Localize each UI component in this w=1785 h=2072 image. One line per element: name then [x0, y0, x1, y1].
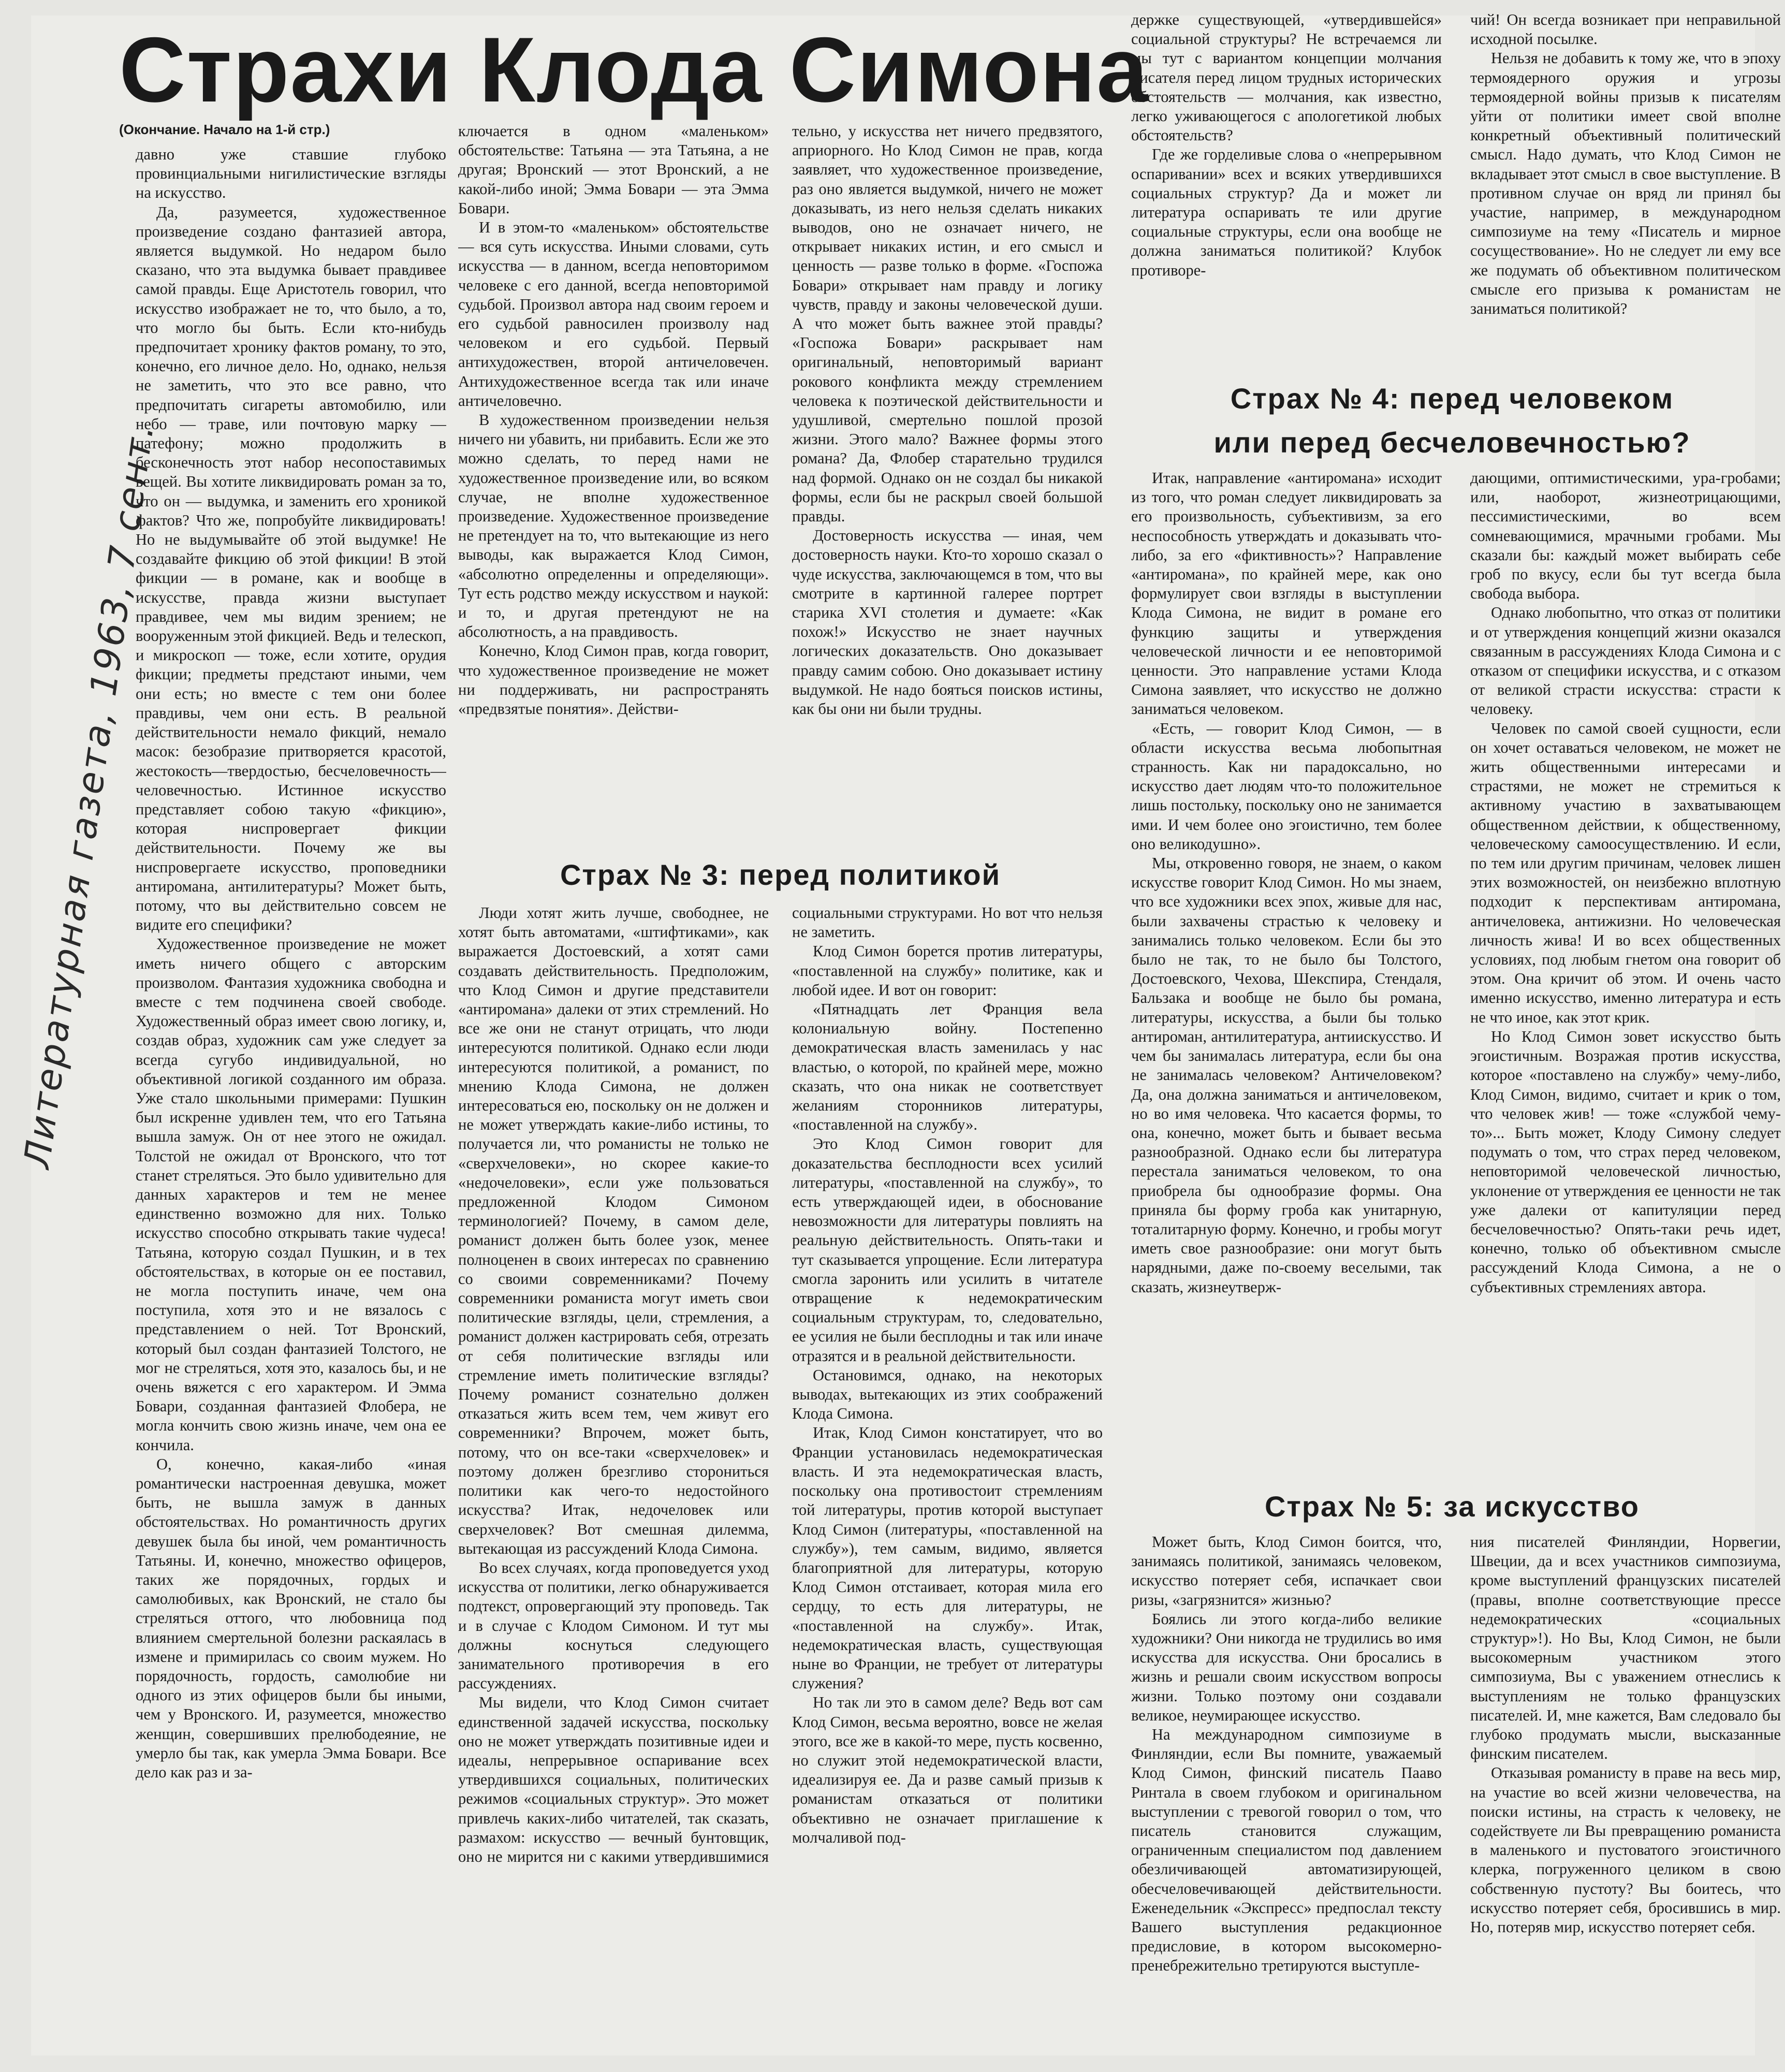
paragraph: Художественное произведение не может иметь ничего общего с авторским произволом. Фантазия художника свободна и вместе с тем подчинена своей свободе. Художественный образ имеет свою логику, и, создав образ, художник сам уже следует за всегда сугубо индивидуальной, но объективной логикой созданного им образа. Уже стало школьными примерами: Пушкин был искренне удивлен тем, что его Татьяна вышла замуж. Он от нее этого не ожидал. Толстой не ожидал от Вронского, что тот станет стреляться. Это было удивительно для данных характеров и тем не менее единственно возможно для них. Только искусство способно открывать такие чудеса! Татьяна, которую создал Пушкин, и в тех обстоятельствах, в которые он ее поставил, не могла поступить иначе, чем она поступила, хотя это и не вязалось с представлением о ней. Тот Вронский, который был создан фантазией Толстого, не мог не стреляться, хотя это, казалось бы, и не очень вяжется с его характером. И Эмма Бовари, созданная фантазией Флобера, не могла кончить свою жизнь иначе, чем она ее кончила.: [136, 935, 446, 1454]
paragraph: Это Клод Симон говорит для доказательства бесплодности всех усилий литературы, «поставленной на службу», то есть утверждающей идеи, в обоснование невозможности для литературы повлиять на реальную действительность. Опять-таки и тут сказывается упрощение. Если литература смогла заронить или усилить в читателе отвращение к недемократическим социальным структурам, то, следовательно, ее усилия не были бесплодны и так или иначе отразятся и в реальной действительности.: [792, 1135, 1103, 1365]
heading-fear-3: Страх № 3: перед политикой: [560, 858, 1001, 891]
paragraph: И в этом-то «маленьком» обстоятельстве — вся суть искусства. Иными словами, суть искусства — в данном, всегда неповторимом человеке с его данной, всегда неповторимой судьбой. Произвол автора над своим героем и его судьбой равносилен произволу над человеком и его судьбой. Первый антихудожествен, второй античеловечен. Антихудожественное всегда так или иначе античеловечно.: [458, 218, 769, 410]
article-subtitle: (Окончание. Начало на 1-й стр.): [119, 122, 330, 137]
paragraph: Во всех случаях, когда проповедуется уход искусства от политики, легко обнаруживается подтекст, опровергающий эту проповедь. Так и в случае с Клодом Симоном. И тут мы должны коснуться следующего занимательного противоречия в его рассуждениях.: [458, 1558, 769, 1692]
column-4-bottom: [1131, 1533, 1442, 2050]
paragraph: Однако любопытно, что отказ от политики и от утверждения концепций жизни оказался связанным в рассуждениях Клода Симона и с отказом от специфики искусства, и с отказом от великой страсти искусства: страсти к человеку.: [1470, 604, 1781, 718]
paragraph: Остановимся, однако, на некоторых выводах, вытекающих из этих соображений Клода Симона.: [792, 1366, 1103, 1423]
paragraph: Боялись ли этого когда-либо великие художники? Они никогда не трудились во имя искусства для искусства. Они бросались в жизнь и решали своим искусством вопросы жизни. Только поэтому они создавали великое, неумирающее искусство.: [1131, 1610, 1442, 1724]
paragraph: Да, разумеется, художественное произведение создано фантазией автора, является выдумкой. Но недаром было сказано, что эта выдумка бывает правдивее самой правды. Еще Аристотель говорил, что искусство изображает не то, что было, а то, что могло бы быть. Если кто-нибудь предпочитает хронику фактов роману, то это, конечно, его личное дело. Но, однако, нельзя не заметить, что это все равно, что предпочитать сигареты автомобилю, или небо — траве, или почтовую марку — патефону; можно продолжить в бесконечность этот набор несопоставимых вещей. Вы хотите ликвидировать роман за то, что он — выдумка, и заменить его хроникой фактов? Что же, попробуйте ликвидировать! Но не выдумывайте об этой выдумке! Не создавайте фикцию об этой фикции! В этой фикции — в романе, как и вообще в искусстве, правда жизни выступает правдивее, чем мы видим зрением; не вооруженным этой фикцией. Ведь и телескоп, и микроскоп — тоже, если хотите, орудия фикции; предметы предстают иными, чем они есть; но вместе с тем они более правдивы, чем они есть. В реальной действительности немало фикций, немало масок: безобразие притворяется красотой, жестокость—твердостью, бесчеловечность—человечностью. Истинное искусство представляет собою такую «фикцию», которая ниспровергает фикции действительности. Почему же вы ниспровергаете искусство, проповедники антиромана, антилитературы? Может быть, потому, что вы действительно совсем не видите его специфики?: [136, 203, 446, 934]
heading-fear-4-line-1: Страх № 4: перед человеком: [1230, 382, 1674, 415]
paragraph: Итак, направление «антиромана» исходит из того, что роман следует ликвидировать за его произвольность, субъективизм, за его неспособность утверждать и доказывать что-либо, за его «фиктивность»? Направление «антиромана», по крайней мере, как оно формулирует свои взгляды в выступлении Клода Симона, не видит в романе его функцию защиты и утверждения человеческой личности и ее неповторимой ценности. Это направление устами Клода Симона заявляет, что искусство не должно заниматься человеком.: [1131, 469, 1442, 718]
heading-fear-5: Страх № 5: за искусство: [1264, 1490, 1640, 1523]
column-4-top: [1131, 10, 1442, 368]
paragraph: Отказывая романисту в праве на весь мир, на участие во всей жизни человечества, на поиски истины, на страсть к человеку, не содействуете ли Вы превращению романиста в маленького и пустоватого эгоистичного клерка, погруженного целиком в свою собственную пустоту? Вы боитесь, что искусство потеряет себя, бросившись в мир. Но, потеряв мир, искусство потеряет себя.: [1470, 1764, 1781, 1936]
paragraph: чий! Он всегда возникает при неправильной исходной посылке.: [1470, 11, 1781, 48]
paragraph: Клод Симон борется против литературы, «поставленной на службу» политике, как и любой идее. И вот он говорит:: [792, 942, 1103, 999]
paragraph: О, конечно, какая-либо «иная романтически настроенная девушка, может быть, не вышла замуж в данных обстоятельствах. Но романтичность других девушек была бы иной, чем романтичность Татьяны. И, конечно, множество офицеров, таких же порядочных, гордых и самолюбивых, как Вронский, не стало бы стреляться оттого, что любовница под влиянием смертельной болезни раскаялась в измене и примирилась со своим мужем. Но порядочность, гордость, самолюбие ни одного из этих офицеров были бы иными, чем у Вронского. И, разумеется, множество женщин, совершивших прелюбодеяние, не умерло бы так, как умерла Эмма Бовари. Все дело как раз и за-: [136, 1455, 446, 1782]
paragraph: Но Клод Симон зовет искусство быть эгоистичным. Возражая против искусства, которое «поставлено на службу» чему-либо, Клод Симон, видимо, считает и крик о том, что человек жив! — тоже «службой чему-то»... Быть может, Клоду Симону следует подумать о том, что страх перед человеком, неповторимой человеческой личностью, уклонение от утверждения ее ценности не так уже далеки от капитуляции перед бесчеловечностью? Опять-таки речь идет, конечно, только об объективном смысле рассуждений Клода Симона, а не о субъективных стремлениях автора.: [1470, 1027, 1781, 1296]
paragraph: Человек по самой своей сущности, если он хочет оставаться человеком, не может не жить общественными интересами и страстями, не может не стремиться к активному участию в захватывающем общественном действии, к общественному, человеческому самоосуществлению. И если, по тем или другим причинам, человек лишен этих возможностей, он неизбежно вплотную подходит к перспективам антиромана, античеловека, антижизни. Но человеческая личность жива! И во всех общественных условиях, под любым гнетом она говорит об этом. Она кричит об этом. И очень часто именно искусство, именно литература и есть не что иное, как этот крик.: [1470, 719, 1781, 1026]
paragraph: держке существующей, «утвердившейся» социальной структуры? Не встречаемся ли мы тут с вариантом концепции молчания писателя перед лицом трудных исторических обстоятельств — молчания, как известно, легко уживающегося с апологетикой любых обстоятельств?: [1131, 11, 1442, 144]
column-2-3-bottom: [458, 903, 1103, 2050]
paragraph: На международном симпозиуме в Финляндии, если Вы помните, уважаемый Клод Симон, финский писатель Пааво Ринтала в своем глубоком и оригинальном выступлении с тревогой говорил о том, что писатель становится служащим, ограниченным специалистом под давлением обезличивающей автоматизирующей, обесчеловечивающей действительности. Еженедельник «Экспресс» предпослал тексту Вашего выступления редакционное предисловие, в котором высокомерно-пренебрежительно третируются выступле-: [1131, 1726, 1442, 1975]
column-1: [136, 145, 446, 2050]
column-2-top: [458, 122, 769, 844]
paragraph: тельно, у искусства нет ничего предвзятого, априорного. Но Клод Симон не прав, когда заявляет, что художественное произведение, раз оно является выдумкой, ничего не может доказывать, из него нельзя сделать никаких выводов, оно не означает ничего, не открывает никаких истин, и его смысл и ценность — разве только в форме. «Госпожа Бовари» открывает нам правду и логику чувств, правду и законы человеческой души. А что может быть важнее этой правды? «Госпожа Бовари» раскрывает нам оригинальный, неповторимый вариант рокового конфликта между стремлением человека к поэтической действительности и удушливой, смертельно пошлой прозой жизни. Этого мало? Важнее формы этого романа? Да, Флобер старательно трудился над формой. Однако он не создал бы никакой формы, если бы не раскрыл своей большой правды.: [792, 122, 1103, 526]
paragraph: Может быть, Клод Симон боится, что, занимаясь политикой, занимаясь человеком, искусство потеряет себя, испачкает свои ризы, «загрязнится» жизнью?: [1131, 1533, 1442, 1609]
paragraph: Конечно, Клод Симон прав, когда говорит, что художественное произведение не может ни поддерживать, ни распространять «предвзятые понятия». Действи-: [458, 642, 769, 718]
article-title: Страхи Клода Симона: [119, 18, 1149, 121]
paragraph: Где же горделивые слова о «непрерывном оспаривании» всех и всяких утвердившихся социальных структур? Да и может ли литература оспаривать те или другие социальные структуры, если она вообще не должна заниматься политикой? Клубок противоре-: [1131, 145, 1442, 279]
paragraph: Нельзя не добавить к тому же, что в эпоху термоядерного оружия и угрозы термоядерной войны призыв к писателям уйти от политики имеет свой вполне конкретный объективный политический смысл. Надо думать, что Клод Симон не вкладывает этот смысл в свое выступление. В противном случае он вряд ли принял бы участие, например, в международном симпозиуме на тему «Писатель и мирное сосуществование». Но не следует ли ему все же подумать об объективном политическом смысле его призыва к романистам не заниматься политикой?: [1470, 49, 1781, 318]
heading-fear-4-line-2: или перед бесчеловечностью?: [1213, 426, 1691, 459]
column-5-top: [1470, 10, 1781, 368]
paragraph: дающими, оптимистическими, ура-гробами; или, наоборот, жизнеотрицающими, пессимистическими, во всем сомневающимися, мрачными гробами. Мы сказали бы: каждый может выбирать себе гроб по вкусу, если бы тут всегда была свобода выбора.: [1470, 469, 1781, 603]
handwritten-margin-note: Литературная газета, 1963, 7 сент.: [16, 420, 163, 1171]
paragraph: Но так ли это в самом деле? Ведь вот сам Клод Симон, весьма вероятно, вовсе не желая этого, все же в какой-то мере, пусть косвенно, но служит этой недемократической власти, идеализируя ее. Да и разве самый призыв к романистам отказаться от политики объективно не означает приглашение к молчаливой под-: [792, 1694, 1103, 1846]
paragraph: ния писателей Финляндии, Норвегии, Швеции, да и всех участников симпозиума, кроме выступлений французских писателей (правы, вполне соответствующие прессе недемократических «социальных структур»!). Но Вы, Клод Симон, не были высокомерным участником этого симпозиума, Вы с уважением отнеслись к выступлениям не только французских писателей. И, мне кажется, Вам следовало бы глубоко продумать мысли, высказанные финским писателем.: [1470, 1533, 1781, 1763]
paragraph: «Есть, — говорит Клод Симон, — в области искусства весьма любопытная странность. Как ни парадоксально, но искусство дает людям что-то положительное лишь постольку, поскольку оно не занимается ими. И чем более оно эгоистично, тем более оно великодушно».: [1131, 719, 1442, 853]
column-3-top: [792, 122, 1103, 844]
paragraph: давно уже ставшие глубоко провинциальными нигилистические взгляды на искусство.: [136, 145, 446, 202]
paragraph: Достоверность искусства — иная, чем достоверность науки. Кто-то хорошо сказал о чуде искусства, заключающемся в том, что вы смотрите в картинной галерее портрет старика XVI столетия и думаете: «Как похож!» Искусство не знает научных логических доказательств. Оно доказывает правду самим собою. Оно доказывает истину выдумкой. Не надо бояться поисков истины, как бы они ни были трудны.: [792, 527, 1103, 718]
paragraph: В художественном произведении нельзя ничего ни убавить, ни прибавить. Если же это можно сделать, то перед нами не художественное произведение или, во всяком случае, не вполне художественное произведение. Художественное произведение не претендует на то, что вытекающие из него выводы, как выражается Клод Симон, «абсолютно определенны и определяющи». Тут есть родство между искусством и наукой: и то, и другая претендуют не на абсолютность, а на правдивость.: [458, 411, 769, 641]
column-4-middle: [1131, 469, 1442, 1478]
paragraph: ключается в одном «маленьком» обстоятельстве: Татьяна — эта Татьяна, а не другая; Вронский — этот Вронский, а не какой-либо иной; Эмма Бовари — эта Эмма Бовари.: [458, 122, 769, 217]
column-5-middle: [1470, 469, 1781, 1478]
paragraph: Мы видели, что Клод Симон считает единственной задачей искусства, поскольку оно не может утверждать позитивные идеи и идеалы, непрерывное оспаривание всех утвердившихся социальных, политических режимов «социальных структур». Это может привлечь каких-либо читателей, так сказать, размахом: искусство — вечный бунтовщик, оно не мирится ни с какими утвердившимися социальными структурами. Но вот что нельзя не заметить.: [458, 904, 1103, 1865]
paragraph: Мы, откровенно говоря, не знаем, о каком искусстве говорит Клод Симон. Но мы знаем, что все художники всех эпох, живые для нас, были захвачены страстью к человеку и занимались только человеком. Если бы это было не так, то не было бы Толстого, Достоевского, Чехова, Шекспира, Стендаля, Бальзака и вообще не было бы романа, литературы, искусства, а были бы только антироман, антилитература, антиискусство. И чем бы занималась литература, если бы она не занималась человеком? Античеловеком? Да, она должна заниматься и античеловеком, но во имя человека. Что касается формы, то она, конечно, может быть и бывает весьма разнообразной. Однако если бы литература перестала заниматься человеком, то она приобрела бы однообразие формы. Она приняла бы форму гроба как унитарную, тоталитарную форму. Конечно, и гробы могут иметь свое разнообразие: они могут быть нарядными, даже по-своему веселыми, так сказать, жизнеутверж-: [1131, 854, 1442, 1296]
column-5-bottom: [1470, 1533, 1781, 2050]
paragraph: «Пятнадцать лет Франция вела колониальную войну. Постепенно демократическая власть заменилась у нас властью, о которой, по крайней мере, можно сказать, что она никак не соответствует желаниям сторонников литературы, «поставленной на службу».: [792, 1000, 1103, 1134]
paragraph: Итак, Клод Симон констатирует, что во Франции установилась недемократическая власть. И эта недемократическая власть, поскольку она противостоит стремлениям той литературы, против которой выступает Клод Симон (литературы, «поставленной на службу»), тем самым, видимо, является благоприятной для литературы, которую Клод Симон отстаивает, которая мила его сердцу, то есть для литературы, не «поставленной на службу». Итак, недемократическая власть, существующая ныне во Франции, не требует от литературы служения?: [792, 1424, 1103, 1692]
paragraph: Люди хотят жить лучше, свободнее, не хотят быть автоматами, «штифтиками», как выражается Достоевский, а хотят сами создавать действительность. Предположим, что Клод Симон и другие представители «антиромана» далеки от этих стремлений. Но все же они не станут отрицать, что люди интересуются политикой. Однако если люди интересуются политикой, а романист, по мнению Клода Симона, не должен интересоваться ею, поскольку он не должен и не может утверждать какие-либо истины, то получается ли, что романисты не только не «сверхчеловеки», но скорее какие-то «недочеловеки», если уже пользоваться предложенной Клодом Симоном терминологией? Почему, в самом деле, романист должен быть более узок, менее полноценен в своих интересах по сравнению со своими современниками? Почему современники романиста могут иметь свои политические взгляды, цели, стремления, а романист должен кастрировать себя, отрезать от себя политические взгляды или стремление иметь политические взгляды? Почему романист сознательно должен отказаться жить всем тем, чем живут его современники? Впрочем, может быть, потому, что он все-таки «сверхчеловек» и поэтому должен брезгливо сторониться политики как чего-то недостойного искусства? Итак, недочеловек или сверхчеловек? Вот смешная дилемма, вытекающая из рассуждений Клода Симона.: [458, 904, 769, 1557]
